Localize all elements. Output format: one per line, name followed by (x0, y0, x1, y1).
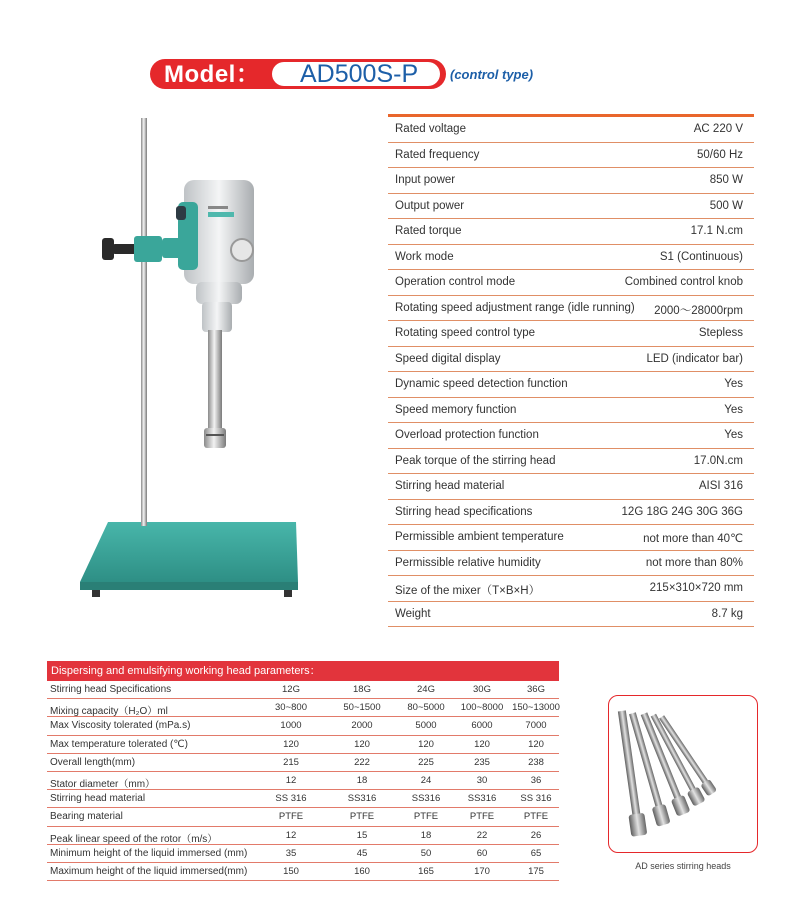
params-value: 150~13000 (512, 702, 560, 714)
spec-value: 500 W (709, 199, 743, 212)
spec-key: Operation control mode (395, 276, 516, 288)
spec-key: Input power (395, 174, 456, 186)
spec-row (388, 194, 754, 220)
spec-key: Rotating speed control type (395, 327, 536, 339)
spec-value: 50/60 Hz (696, 148, 743, 161)
params-value: PTFE (349, 811, 375, 823)
params-value: 50 (420, 847, 432, 859)
spec-key: Permissible ambient temperature (395, 531, 564, 543)
spec-key: Overload protection function (395, 429, 539, 441)
params-label: Max temperature tolerated (℃) (50, 738, 188, 750)
params-value: 12 (285, 774, 297, 786)
spec-row (388, 500, 754, 526)
model-label: Model： (164, 61, 261, 88)
spec-value: Yes (724, 429, 743, 441)
spec-row (388, 398, 754, 424)
params-row (47, 699, 559, 717)
spec-key: Rated torque (395, 225, 462, 237)
params-value: 2000 (351, 720, 373, 732)
spec-row (388, 449, 754, 475)
params-value: 235 (474, 756, 490, 768)
params-table (47, 661, 559, 881)
params-value: SS316 (411, 793, 441, 805)
base-plate (80, 522, 298, 582)
params-value: 160 (354, 865, 370, 877)
params-value: 18 (420, 829, 432, 841)
params-value: 35 (285, 847, 297, 859)
params-value: 120 (418, 738, 434, 750)
params-title: Dispersing and emulsifying working head parameters： (47, 661, 559, 681)
params-row (47, 790, 559, 808)
spec-key: Stirring head specifications (395, 505, 533, 518)
spec-row (388, 270, 754, 296)
params-value: 18G (353, 684, 371, 695)
spec-row (388, 143, 754, 169)
spec-value: not more than 80% (645, 556, 743, 569)
spec-row (388, 117, 754, 143)
spec-value: AC 220 V (693, 123, 743, 135)
params-value: SS 316 (520, 793, 552, 805)
params-value: 30G (473, 684, 491, 695)
spec-value: 17.1 N.cm (690, 225, 743, 237)
params-value: 120 (354, 738, 370, 750)
params-row (47, 863, 559, 881)
spec-row (388, 423, 754, 449)
params-value: 65 (530, 847, 542, 859)
params-value: 50~1500 (343, 702, 381, 714)
stirring-shaft (208, 330, 222, 432)
params-value: SS316 (347, 793, 377, 805)
model-subtitle: (control type) (450, 67, 534, 82)
spec-value: AISI 316 (698, 480, 743, 492)
params-row (47, 717, 559, 735)
params-value: 24G (417, 684, 435, 695)
params-label: Bearing material (50, 811, 123, 823)
params-value: PTFE (413, 811, 439, 823)
params-row (47, 845, 559, 863)
spec-key: Rated voltage (395, 123, 466, 135)
params-row (47, 681, 559, 699)
params-value: 15 (356, 829, 368, 841)
params-value: 18 (356, 774, 368, 786)
params-value: 225 (418, 756, 434, 768)
params-label: Stirring head Specifications (50, 684, 172, 695)
stirring-heads-photo (608, 695, 758, 853)
spec-key: Permissible relative humidity (395, 556, 541, 569)
spec-key: Output power (395, 199, 465, 212)
params-label: Max Viscosity tolerated (mPa.s) (50, 720, 191, 732)
spec-key: Work mode (395, 250, 454, 263)
params-value: 24 (420, 774, 432, 786)
spec-row (388, 321, 754, 347)
spec-key: Rotating speed adjustment range (idle running) (395, 301, 635, 314)
spec-key: Speed digital display (395, 352, 501, 365)
params-value: SS316 (467, 793, 497, 805)
params-value: PTFE (469, 811, 495, 823)
spec-row (388, 168, 754, 194)
spec-row (388, 219, 754, 245)
support-pole (141, 118, 147, 526)
params-value: 1000 (280, 720, 302, 732)
params-row (47, 827, 559, 845)
photo-caption: AD series stirring heads (635, 861, 731, 871)
spec-key: Size of the mixer（T×B×H） (395, 585, 541, 597)
params-value: 215 (283, 756, 299, 768)
params-label: Mixing capacity（H₂O）ml (50, 706, 168, 718)
spec-row (388, 245, 754, 271)
params-value: 36G (527, 684, 545, 695)
params-value: 120 (528, 738, 544, 750)
params-value: 30 (476, 774, 488, 786)
model-value: AD500S-P (300, 60, 419, 88)
spec-value: Yes (724, 403, 743, 416)
spec-value: 2000～28000rpm (654, 304, 743, 317)
mixer-product-image (78, 110, 378, 610)
params-value: 170 (474, 865, 490, 877)
params-value: 7000 (525, 720, 547, 732)
params-value: 45 (356, 847, 368, 859)
spec-row (388, 474, 754, 500)
spec-row (388, 602, 754, 628)
spec-value: 12G 18G 24G 30G 36G (621, 505, 743, 518)
params-value: 120 (474, 738, 490, 750)
params-value: 30~800 (275, 702, 307, 714)
params-value: 165 (418, 865, 434, 877)
params-row (47, 754, 559, 772)
params-value: 36 (530, 774, 542, 786)
params-value: 12G (282, 684, 300, 695)
params-value: 150 (283, 865, 299, 877)
control-knob (231, 239, 253, 261)
spec-value: not more than 40℃ (643, 533, 743, 545)
params-value: 222 (354, 756, 370, 768)
spec-key: Peak torque of the stirring head (395, 454, 556, 467)
params-value: 26 (530, 829, 542, 841)
params-value: SS 316 (275, 793, 307, 805)
spec-value: S1 (Continuous) (659, 250, 743, 263)
spec-value: 17.0N.cm (693, 454, 743, 467)
params-label: Maximum height of the liquid immersed(mm) (50, 865, 248, 877)
spec-key: Weight (395, 607, 431, 620)
spec-value: Yes (724, 378, 743, 390)
spec-key: Dynamic speed detection function (395, 378, 568, 390)
params-value: 100~8000 (460, 702, 504, 714)
params-value: PTFE (523, 811, 549, 823)
spec-value: 8.7 kg (711, 607, 743, 620)
params-value: 5000 (415, 720, 437, 732)
params-label: Stator diameter（mm） (50, 778, 156, 790)
params-value: 120 (283, 738, 299, 750)
spec-value: 215×310×720 mm (649, 582, 743, 594)
params-value: 12 (285, 829, 297, 841)
spec-value: Stepless (698, 327, 743, 339)
params-label: Overall length(mm) (50, 756, 136, 768)
clamp-block (134, 236, 162, 262)
params-row (47, 772, 559, 790)
spec-key: Rated frequency (395, 148, 480, 161)
params-label: Peak linear speed of the rotor（m/s） (50, 833, 218, 845)
spec-row (388, 576, 754, 602)
params-value: PTFE (278, 811, 304, 823)
params-value: 22 (476, 829, 488, 841)
spec-key: Speed memory function (395, 403, 517, 416)
params-row (47, 736, 559, 754)
spec-row (388, 551, 754, 577)
params-value: 6000 (471, 720, 493, 732)
params-value: 175 (528, 865, 544, 877)
params-value: 238 (528, 756, 544, 768)
spec-table (388, 114, 754, 627)
stirring-heads-image (609, 696, 757, 852)
spec-value: LED (indicator bar) (646, 352, 743, 365)
spec-value: Combined control knob (624, 276, 743, 288)
spec-row (388, 347, 754, 373)
params-label: Stirring head material (50, 793, 146, 805)
params-value: 60 (476, 847, 488, 859)
spec-key: Stirring head material (395, 480, 505, 492)
stirring-head (204, 428, 226, 448)
spec-row (388, 372, 754, 398)
spec-value: 850 W (709, 174, 743, 186)
spec-row (388, 525, 754, 551)
params-label: Minimum height of the liquid immersed (mm) (50, 847, 248, 859)
params-value: 80~5000 (407, 702, 445, 714)
spec-row (388, 296, 754, 322)
params-row (47, 808, 559, 826)
